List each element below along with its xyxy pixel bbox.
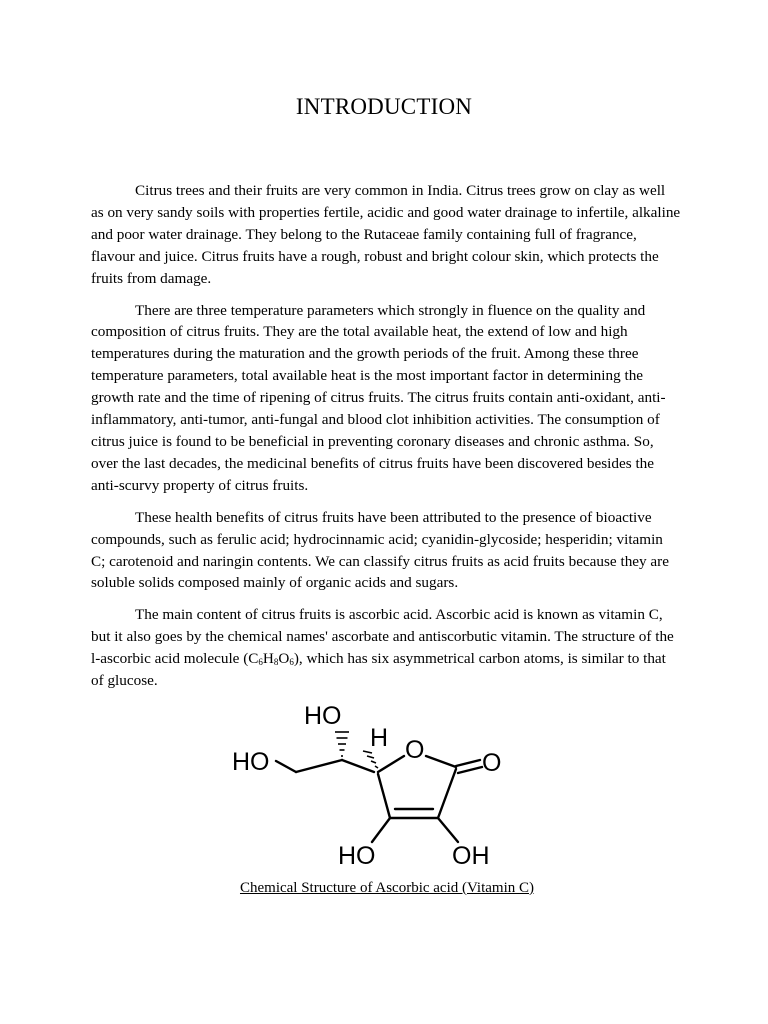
paragraph-4 <box>91 604 681 692</box>
label-ho-left: HO <box>232 748 270 776</box>
paragraph-1: Citrus trees and their fruits are very common in India. Citrus trees grow on clay as well as on very sandy soils with properties fertile, acidic and good water drainage to infertile, alkaline and poor water drainage. They belong to the Rutaceae family containing full of fragrance, flavour and juice. Citrus fruits have a rough, robust and bright colour skin, which protects the fruits from damage. <box>91 182 681 287</box>
hashed-wedge-h <box>363 751 378 768</box>
bond-ch-c4 <box>342 760 374 772</box>
hashed-wedge-ho <box>335 732 349 756</box>
label-ho-top: HO <box>304 702 342 730</box>
page-title: INTRODUCTION <box>295 94 473 119</box>
formula-carbon: C <box>248 650 259 668</box>
molecular-formula <box>248 650 294 667</box>
bond-c3-c4 <box>378 774 390 818</box>
paragraph-3: These health benefits of citrus fruits have been attributed to the presence of bioactive compounds, such as ferulic acid; hydrocinnamic acid; cyanidin-glycoside; hesperidin; vitamin C; carotenoid and naringin contents. We can classify citrus fruits as acid fruits because they are soluble solids composed mainly of organic acids and sugars. <box>91 508 669 592</box>
bond-c1-carbonyl-2 <box>458 767 482 773</box>
figure-caption: Chemical Structure of Ascorbic acid (Vitamin C) <box>239 880 535 896</box>
bond-ch2-ch <box>296 760 342 772</box>
label-carbonyl-o: O <box>482 749 502 777</box>
bond-c1-c2 <box>438 769 456 818</box>
paragraph-2: There are three temperature parameters which strongly in fluence on the quality and composition of citrus fruits. They are the total available heat, the extend of low and high temperatures during the maturation and the growth periods of the fruit. Among these three temperature parameters, total available heat is the most important factor in determining the growth rate and the time of ripening of citrus fruits. The citrus fruits contain anti-oxidant, anti-inflammatory, anti-tumor, anti-fungal and blood clot inhibition activities. The consumption of citrus juice is found to be beneficial in preventing coronary diseases and chronic asthma. So, over the last decades, the medicinal benefits of citrus fruits have been discovered besides the anti-scurvy property of citrus fruits. <box>91 301 666 494</box>
bond-c3-oh <box>372 818 390 842</box>
bond-c4-ring-o <box>378 756 404 772</box>
bond-ring-o-c1 <box>426 756 456 767</box>
ascorbic-acid-structure <box>224 694 514 874</box>
formula-hydrogen: H <box>262 650 274 668</box>
body-text <box>91 180 681 702</box>
bond-c2-oh <box>438 818 458 842</box>
bond-c1-carbonyl <box>456 760 480 766</box>
label-oh-bottom: OH <box>452 842 490 870</box>
paragraph-4-text-before: The main content of citrus fruits is ascorbic acid. Ascorbic acid is known as vitamin C, but it also goes by the chemical names' ascorbate and antiscorbutic vitamin. The structure of the l-ascorbic acid molecule ( <box>91 606 674 668</box>
label-ring-o: O <box>405 736 425 764</box>
paragraph-4-text-after: ), which has six asymmetrical carbon atoms, is similar to that of glucose. <box>91 650 666 690</box>
bond-ho-ch2 <box>276 761 296 772</box>
formula-oxygen-count: 6 <box>289 657 294 668</box>
formula-carbon-count: 6 <box>258 657 263 668</box>
label-ho-bottom: HO <box>338 842 376 870</box>
formula-oxygen: O <box>278 650 290 668</box>
label-h: H <box>370 724 389 752</box>
formula-hydrogen-count: 8 <box>273 657 279 668</box>
